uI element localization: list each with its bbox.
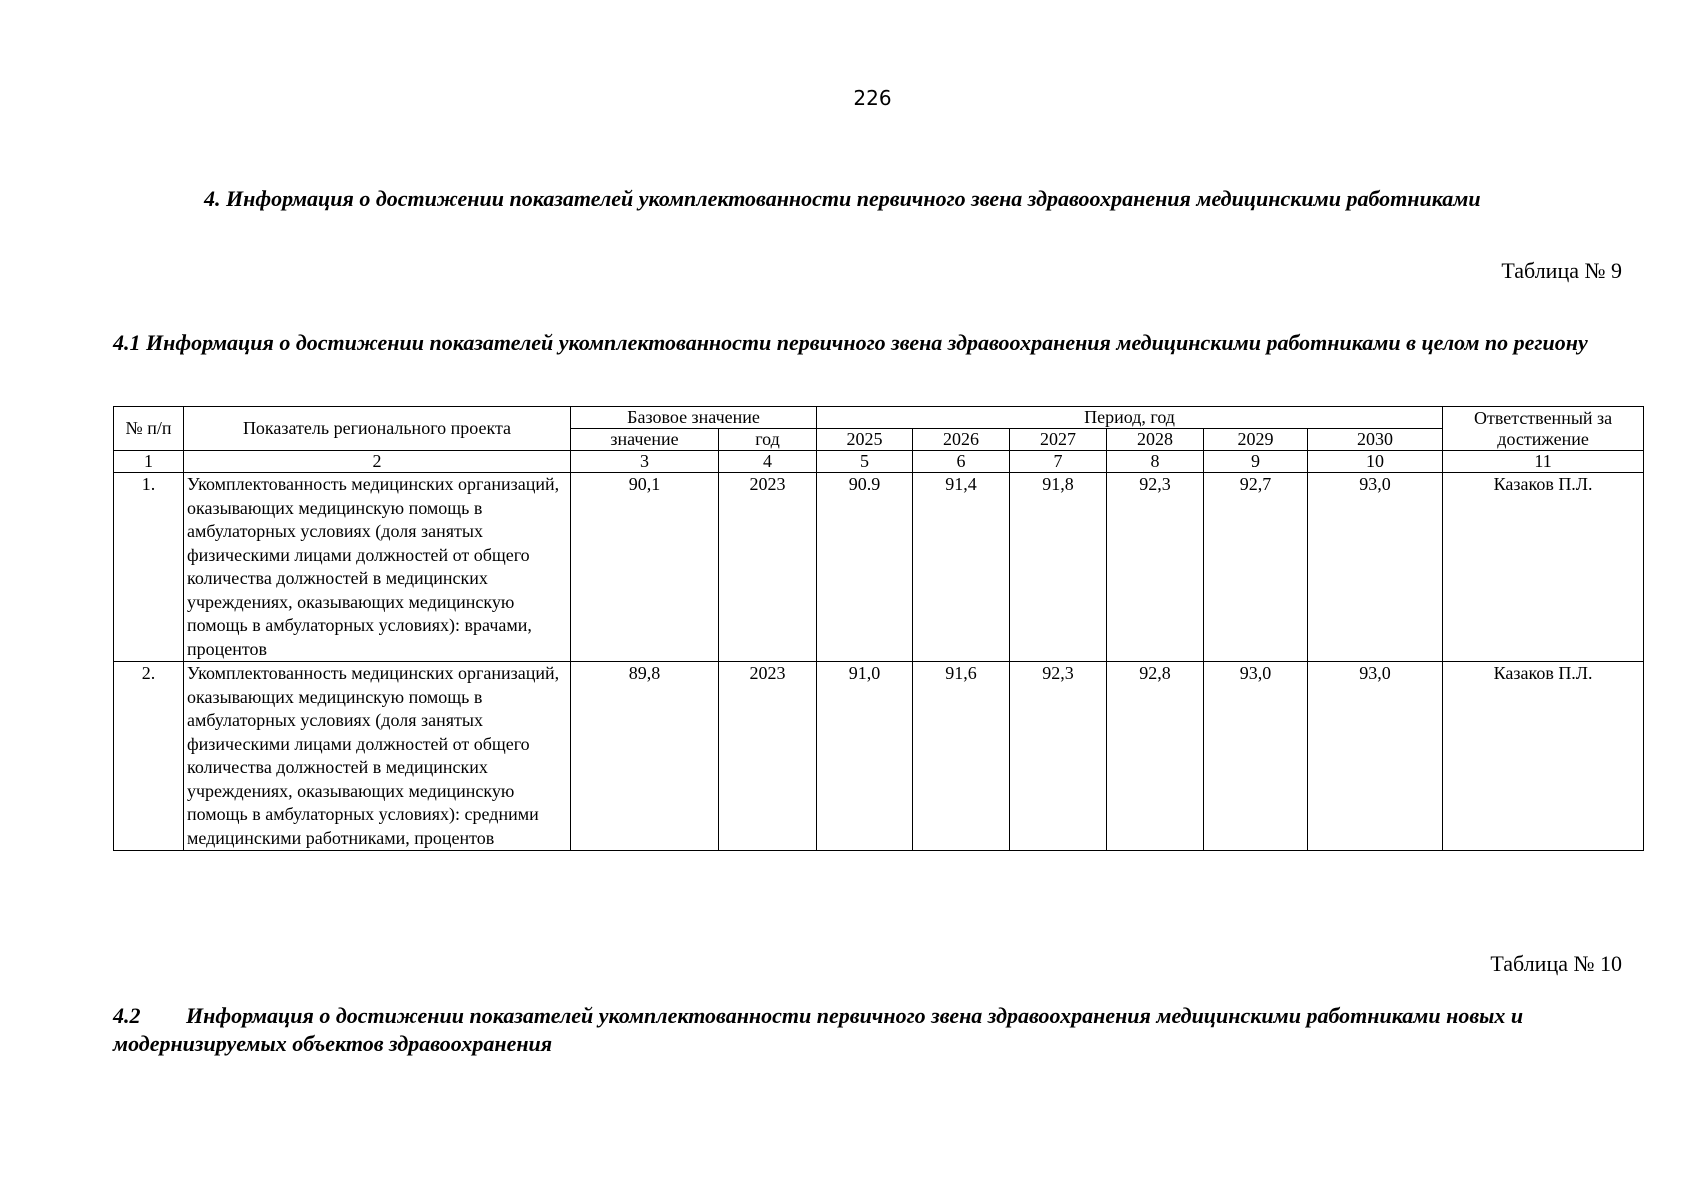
column-number: 1 [114, 451, 184, 473]
page-number: 226 [853, 86, 892, 110]
header-responsible: Ответственный за достижение [1443, 407, 1644, 451]
indicator-name: Укомплектованность медицинских организаций, оказывающих медицинскую помощь в амбулаторных условиях (доля занятых физическими лицами должностей от общего количества должностей в медицинских учреждениях, оказывающих медицинскую помощь в амбулаторных условиях): средними медицинскими работниками, процентов [184, 662, 571, 851]
value-2026: 91,6 [913, 662, 1010, 851]
value-2029: 93,0 [1204, 662, 1308, 851]
row-number: 2. [114, 662, 184, 851]
column-number: 9 [1204, 451, 1308, 473]
base-value: 90,1 [571, 473, 719, 662]
column-number-row [114, 451, 1644, 473]
column-number: 7 [1010, 451, 1107, 473]
header-base-value: значение [571, 429, 719, 451]
column-number: 5 [817, 451, 913, 473]
header-base-year: год [719, 429, 817, 451]
table-9-caption: Таблица № 9 [1501, 258, 1622, 283]
indicator-name: Укомплектованность медицинских организаций, оказывающих медицинскую помощь в амбулаторных условиях (доля занятых физическими лицами должностей от общего количества должностей в медицинских учреждениях, оказывающих медицинскую помощь в амбулаторных условиях): врачами, процентов [184, 473, 571, 662]
value-2027: 92,3 [1010, 662, 1107, 851]
responsible-person: Казаков П.Л. [1443, 662, 1644, 851]
value-2025: 90.9 [817, 473, 913, 662]
value-2028: 92,3 [1107, 473, 1204, 662]
column-number: 10 [1308, 451, 1443, 473]
value-2030: 93,0 [1308, 662, 1443, 851]
value-2029: 92,7 [1204, 473, 1308, 662]
subsection-4-2-text: Информация о достижении показателей укомплектованности первичного звена здравоохранения медицинскими работниками новых и модернизируемых объектов здравоохранения [113, 1003, 1524, 1056]
header-indicator: Показатель регионального проекта [184, 407, 571, 451]
column-number: 2 [184, 451, 571, 473]
header-year: 2025 [817, 429, 913, 451]
value-2028: 92,8 [1107, 662, 1204, 851]
value-2027: 91,8 [1010, 473, 1107, 662]
column-number: 6 [913, 451, 1010, 473]
header-base: Базовое значение [571, 407, 817, 429]
header-period: Период, год [817, 407, 1443, 429]
header-year: 2028 [1107, 429, 1204, 451]
column-number: 4 [719, 451, 817, 473]
column-number: 11 [1443, 451, 1644, 473]
value-2025: 91,0 [817, 662, 913, 851]
value-2026: 91,4 [913, 473, 1010, 662]
header-year: 2026 [913, 429, 1010, 451]
value-2030: 93,0 [1308, 473, 1443, 662]
table-row [114, 662, 1644, 851]
table-10-caption: Таблица № 10 [1490, 951, 1622, 976]
subsection-4-2-number: 4.2 [113, 1003, 141, 1028]
column-number: 8 [1107, 451, 1204, 473]
column-number: 3 [571, 451, 719, 473]
responsible-person: Казаков П.Л. [1443, 473, 1644, 662]
table-row [114, 473, 1644, 662]
section-title: 4. Информация о достижении показателей укомплектованности первичного звена здравоохранения медицинскими работниками [204, 186, 1481, 211]
subsection-4-2-title [113, 1002, 1643, 1058]
row-number: 1. [114, 473, 184, 662]
header-num: № п/п [114, 407, 184, 451]
header-year: 2027 [1010, 429, 1107, 451]
header-year: 2029 [1204, 429, 1308, 451]
base-year: 2023 [719, 662, 817, 851]
staffing-indicators-table [113, 406, 1644, 851]
subsection-4-1-title: 4.1 Информация о достижении показателей укомплектованности первичного звена здравоохранения медицинскими работниками в целом по региону [113, 330, 1588, 355]
header-year: 2030 [1308, 429, 1443, 451]
base-value: 89,8 [571, 662, 719, 851]
base-year: 2023 [719, 473, 817, 662]
